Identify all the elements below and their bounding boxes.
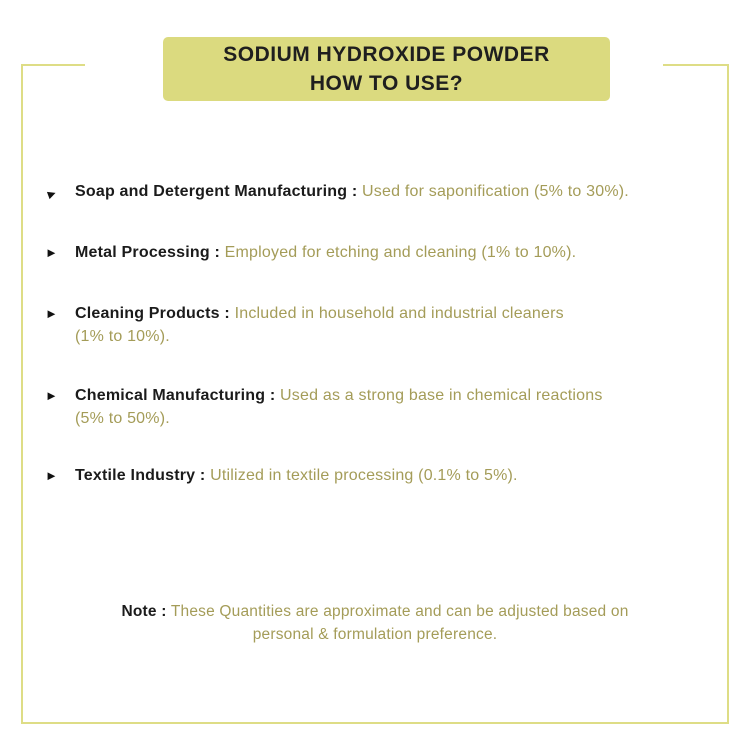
item-label: Textile Industry :	[75, 467, 206, 484]
border-gap-right	[610, 60, 663, 70]
list-item-text	[75, 180, 721, 203]
list-item-text	[75, 241, 721, 264]
note-text-line2: personal & formulation preference.	[252, 625, 498, 643]
list-item-textile-industry	[45, 464, 721, 487]
list-item-text	[75, 384, 721, 430]
list-item-cleaning-products	[45, 302, 721, 348]
list-item-metal-processing	[45, 241, 721, 264]
item-label: Soap and Detergent Manufacturing :	[75, 183, 358, 200]
title-line-2: HOW TO USE?	[309, 72, 464, 95]
border-gap-left	[85, 60, 163, 70]
item-label: Chemical Manufacturing :	[75, 387, 276, 404]
title-line-1: SODIUM HYDROXIDE POWDER	[223, 43, 550, 66]
list-item-chemical-manufacturing	[45, 384, 721, 430]
arrow-bullet-icon: ►	[42, 184, 61, 203]
title-banner	[163, 37, 610, 101]
list-item-text	[75, 302, 721, 348]
note-label: Note :	[121, 603, 167, 620]
item-desc: Utilized in textile processing (0.1% to 5%).	[210, 467, 518, 484]
item-desc: Included in household and industrial cleaners	[234, 305, 564, 322]
usage-list	[42, 180, 721, 487]
item-label: Cleaning Products :	[75, 305, 230, 322]
item-desc-line2: (1% to 10%).	[75, 328, 170, 345]
note-text-line1: These Quantities are approximate and can be adjusted based on	[170, 603, 629, 620]
item-desc: Employed for etching and cleaning (1% to 10%).	[224, 244, 577, 261]
list-item-soap-detergent	[42, 180, 721, 203]
item-label: Metal Processing :	[75, 244, 220, 261]
arrow-bullet-icon: ►	[45, 388, 59, 403]
item-desc: Used as a strong base in chemical reactions	[280, 387, 603, 404]
arrow-bullet-icon: ►	[45, 245, 59, 260]
item-desc: Used for saponification (5% to 30%).	[362, 183, 629, 200]
arrow-bullet-icon: ►	[45, 306, 59, 321]
item-desc-line2: (5% to 50%).	[75, 410, 170, 427]
arrow-bullet-icon: ►	[45, 468, 59, 483]
list-item-text	[75, 464, 721, 487]
note	[95, 601, 655, 646]
